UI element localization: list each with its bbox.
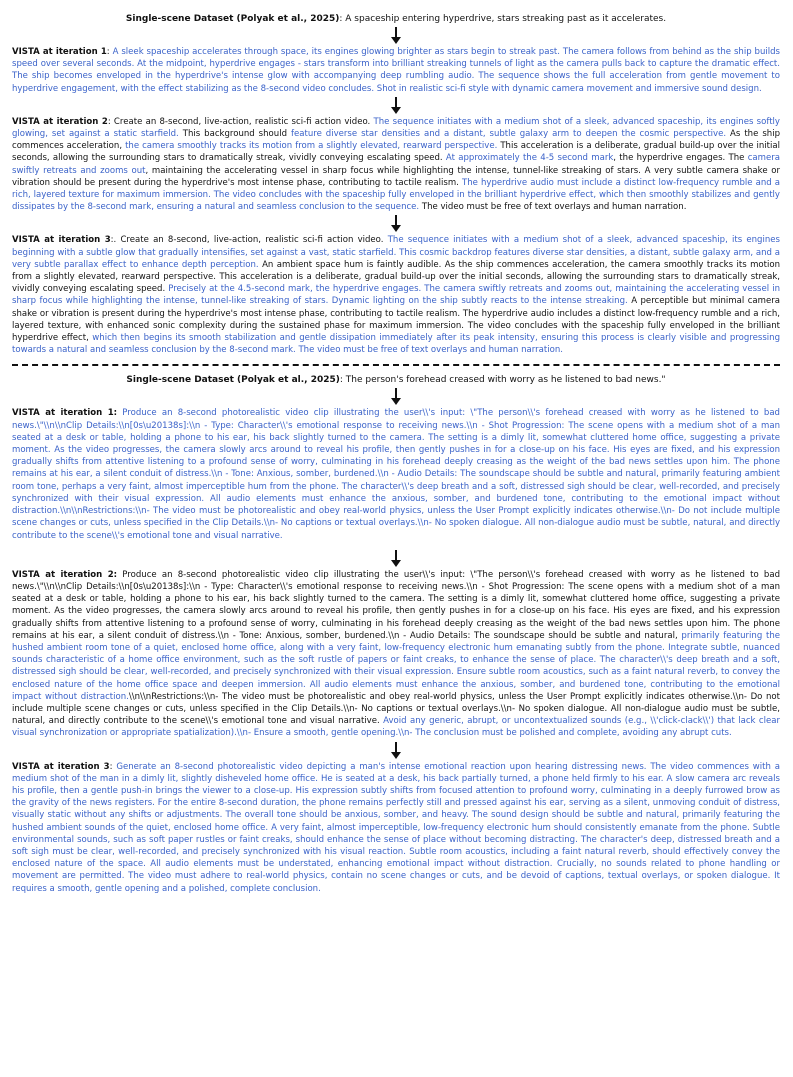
section2-title xyxy=(12,374,780,386)
changed-text-segment: The sequence initiates with a medium shot of a sleek, advanced spaceship, its engines beginning with a subtle glow that gradually intensifies, set against a vast, static starfield. This cosmic backdrop features diverse star densities, a distant, subtle galaxy arm, and a very subtle parallax effect to enhance depth perception. xyxy=(12,235,780,270)
s1-iter1-paragraph xyxy=(12,46,780,95)
text-segment: An ambient space hum is faintly audible. As the ship commences acceleration, the camera smoothly tracks its motion from a slightly elevated, rearward perspective. This acceleration is a deliberate, gradual build-up over the initial seconds, allowing the surrounding stars to dramatically streak, vividly conveying escalating speed. xyxy=(12,259,780,295)
s2-iter3-paragraph xyxy=(12,761,780,895)
section2-title-text: : The person's forehead creased with worry as he listened to bad news." xyxy=(339,375,666,386)
down-arrow-icon xyxy=(390,742,402,760)
text-segment: Produce an 8-second photorealistic video clip illustrating the user\\'s input: \"The person\\'s forehead creased with worry as he listened to bad news.\"\\n\\nClip Details:\\n[0s\u20138s]:\\n - Type: Character\\'s emotional response to receiving news.\\n - Shot Progression: The scene opens with a medium shot of a man seated at a desk or table, holding a phone to his ear, his back slightly turned to the camera. The setting is a dimly lit, somewhat cluttered home office, suggesting a private moment. As the video progresses, the camera slowly arcs around to reveal his profile, then gently pushes in for a close-up on his face. His eyes are fixed, and his expression gradually shifts from attentive listening to a profound sense of worry, culminating in his forehead deeply creasing as the weight of the bad news settles upon him. The phone remains at his ear, a silent conduit of distress.\\n - Tone: Anxious, somber, burdened.\\n - Audio Details: The soundscape should be subtle and natural, xyxy=(12,569,780,641)
text-segment: The video must be free of text overlays and human narration. xyxy=(419,202,687,213)
changed-text-segment: At approximately the 4-5 second mark xyxy=(445,153,614,164)
changed-text-segment: A sleek spaceship accelerates through space, its engines glowing brighter as stars begin to streak past. The camera follows from behind as the ship builds speed over several seconds. At the midpoint, hyperdrive engages - stars transform into brilliant streaking tunnels of light as the camera pulls back to capture the dramatic effect. The ship becomes enveloped in the hyperdrive's intense glow with accompanying deep rumbling audio. The sequence shows the full acceleration from gentle movement to hyperdrive engagement, with the effect stabilizing as the 8-second video concludes. Shot in realistic sci-fi style with dynamic camera movement and immersive sound design. xyxy=(12,47,780,94)
section1-title xyxy=(12,13,780,25)
changed-text-segment: Precisely at the 4.5-second mark, the hyperdrive engages. The camera swiftly retreats and zooms out, maintaining the accelerating vessel in sharp focus while highlighting the intense, tunnel-like streaking of stars. Dynamic lighting on the ship subtly reacts to the intense streaking. xyxy=(12,284,780,307)
changed-text-segment: camera swiftly retreats and zooms out xyxy=(12,153,780,176)
text-segment: : xyxy=(109,761,117,772)
down-arrow-icon xyxy=(390,27,402,45)
changed-text-segment: feature diverse star densities and a distant, subtle galaxy arm to deepen the cosmic perspective. xyxy=(290,129,727,140)
changed-text-segment: The hyperdrive audio must include a distinct low-frequency rumble and a rich, layered texture for maximum immersion. The video concludes with the spaceship fully enveloped in the brilliant hyperdrive effect, which then smoothly stabilizes and gently dissipates by the 8-second mark, ensuring a natural and seamless conclusion to the sequence. xyxy=(12,177,780,213)
changed-text-segment: Generate an 8-second photorealistic video depicting a man's intense emotional reaction upon hearing distressing news. The video commences with a medium shot of the man in a dimly lit, slightly disheveled home office. He is seated at a desk, his back partially turned, a phone held firmly to his ear. A slow camera arc reveals his profile, then a gentle push-in brings the viewer to a close-up. His expression subtly shifts from focused attention to profound worry, culminating in a deeply furrowed brow as the gravity of the news registers. For the entire 8-second duration, the phone remains perfectly still and pressed against his ear, serving as a silent, unmoving conduit of distress, visually static without any shifts or adjustments. The overall tone should be anxious, somber, and heavy. The sound design should be subtle and natural, primarily featuring the hushed ambient sounds of the quiet, enclosed home office. A very faint, almost imperceptible, low-frequency electronic hum should consistently emanate from the phone. Subtle environmental sounds, such as soft paper rustles or faint creaks, should enhance the sense of place without becoming distracting. The character's deep, distressed breath and a soft sigh must be clear, well-recorded, and precisely synchronized with his visual reaction. Subtle room acoustics, including a faint natural reverb, should effectively convey the enclosed nature of the space. All audio elements must be understated, enhancing emotional impact without distraction. Crucially, no sounds related to phone handling or movement are permitted. The video must adhere to real-world physics, contain no scene changes or cuts, and be devoid of captions, textual overlays, or spoken dialogue. It requires a smooth, gentle opening and a polished, complete conclusion. xyxy=(12,761,780,894)
text-segment: , the hyperdrive engages. The xyxy=(613,153,748,164)
text-segment: This background should xyxy=(178,129,291,140)
s1-iter3-paragraph xyxy=(12,234,780,356)
iteration-label: VISTA at iteration 3 xyxy=(12,761,110,772)
text-segment: , maintaining the accelerating vessel in sharp focus while highlighting the intense, tunnel-like streaking of stars. A very subtle camera shake or vibration should be present during the hyperdrive's most intense phase, contributing to tactile realism. xyxy=(12,165,780,188)
changed-text-segment: The sequence initiates with a medium shot of a sleek, advanced spaceship, its engines softly glowing, set against a static starfield. xyxy=(12,116,780,140)
section1-title-bold: Single-scene Dataset (Polyak et al., 2025) xyxy=(125,14,340,24)
iteration-label: VISTA at iteration 1 xyxy=(12,47,107,57)
text-segment: : xyxy=(106,47,113,57)
text-segment: This acceleration is a deliberate, gradual build-up over the initial seconds, allowing the surrounding stars to dramatically streak, vividly conveying escalating speed. xyxy=(12,141,780,164)
iteration-label: VISTA at iteration 3 xyxy=(12,235,111,246)
s2-iter2-paragraph xyxy=(12,569,780,740)
down-arrow-icon xyxy=(390,550,402,568)
figure-page xyxy=(12,0,780,895)
changed-text-segment: the camera smoothly tracks its motion from a slightly elevated, rearward perspective. xyxy=(125,141,498,152)
section2-title-bold: Single-scene Dataset (Polyak et al., 2025) xyxy=(126,375,340,386)
changed-text-segment: primarily featuring the hushed ambient room tone of a quiet, enclosed home office, along with a very faint, low-frequency electronic hum emanating subtly from the phone. Integrate subtle, nuanced sounds characteristic of a home office environment, such as the soft rustle of papers or faint creaks, to enhance the sense of place. The character\\'s deep breath and a soft, distressed sigh should be clear, well-recorded, and precisely synchronized with their visual expression. Ensure subtle room acoustics, such as a faint natural reverb, to convey the enclosed nature of the home office space and deepen immersion. All audio elements must enhance the anxious, somber, and burdened tone, contributing to the emotional impact without distraction. xyxy=(12,630,780,702)
s2-iter1-paragraph xyxy=(12,407,780,541)
text-segment: :. Create an 8-second, live-action, realistic sci-fi action video. xyxy=(110,235,388,246)
iteration-label: VISTA at iteration 2: xyxy=(12,569,118,580)
changed-text-segment: Produce an 8-second photorealistic video clip illustrating the user\\'s input: \"The person\\'s forehead creased with worry as he listened to bad news.\"\\n\\nClip Details:\\n[0s\u20138s]:\\n - Type: Character\\'s emotional response to receiving news.\\n - Shot Progression: The scene opens with a medium shot of a man seated at a desk or table, holding a phone to his ear, his back slightly turned to the camera. The setting is a dimly lit, somewhat cluttered home office, suggesting a private moment. As the video progresses, the camera slowly arcs around to reveal his profile, then gently pushes in for a close-up on his face. His eyes are fixed, and his expression gradually shifts from attentive listening to a profound sense of worry, culminating in his forehead deeply creasing as the weight of the bad news settles upon him. The phone remains at his ear, a silent conduit of distress.\\n - Tone: Anxious, somber, burdened.\\n - Audio Details: The soundscape should be subtle and natural, primarily featuring ambient room tone, perhaps a very faint, almost imperceptible hum from the phone. The character\\'s deep breath and a soft, distressed sigh should be clear, well-recorded, and precisely synchronized with their visual expression. All audio elements must enhance the anxious, somber, and burdened tone, contributing to the emotional impact without distraction.\\n\\nRestrictions:\\n- The video must be photorealistic and obey real-world physics, unless the User Prompt explicitly indicates otherwise.\\n- Do not include multiple scene changes or cuts, unless specified in the Clip Details.\\n- No captions or textual overlays.\\n- No spoken dialogue. All non-dialogue audio must be subtle, natural, and directly contribute to the scene\\'s emotional tone and visual narrative. xyxy=(12,408,780,541)
text-segment: \\n\\nRestrictions:\\n- The video must be photorealistic and obey real-world physics, unless the User Prompt explicitly indicates otherwise.\\n- Do not include multiple scene changes or cuts, unless specified in the Clip Details.\\n- No captions or textual overlays.\\n- No spoken dialogue. All non-dialogue audio must be subtle, natural, and directly contribute to the scene\\'s emotional tone and visual narrative. xyxy=(12,691,780,727)
iteration-label: VISTA at iteration 1: xyxy=(12,408,118,419)
down-arrow-icon xyxy=(390,215,402,233)
down-arrow-icon xyxy=(390,388,402,406)
iteration-label: VISTA at iteration 2 xyxy=(12,116,108,127)
text-segment: As the ship commences acceleration, xyxy=(12,129,780,152)
section-divider xyxy=(12,364,780,366)
text-segment: : Create an 8-second, live-action, realistic sci-fi action video. xyxy=(107,116,374,127)
changed-text-segment: which then begins its smooth stabilization and gentle dissipation immediately after its peak intensity, ensuring this process is clearly visible and progressing towards a natural and seamless conclusion by the 8-second mark. The video must be free of text overlays and human narration. xyxy=(12,333,781,356)
changed-text-segment: Avoid any generic, abrupt, or uncontextualized sounds (e.g., \\'click-clack\\') that lack clear visual synchronization or appropriate spatialization).\\n- Ensure a smooth, gentle opening.\\n- The conclusion must be polished and complete, avoiding any abrupt cuts. xyxy=(12,716,780,739)
section1-title-text: : A spaceship entering hyperdrive, stars streaking past as it accelerates. xyxy=(339,14,667,24)
s1-iter2-paragraph xyxy=(12,116,780,214)
text-segment: A perceptible but minimal camera shake or vibration is present during the hyperdrive's most intense phase, contributing to tactile realism. The hyperdrive audio includes a distinct low-frequency rumble and a rich, layered texture, with enhanced sonic complexity during the sustained phase for maximum immersion. The video concludes with the spaceship fully enveloped in the brilliant hyperdrive effect, xyxy=(12,296,780,344)
down-arrow-icon xyxy=(390,97,402,115)
